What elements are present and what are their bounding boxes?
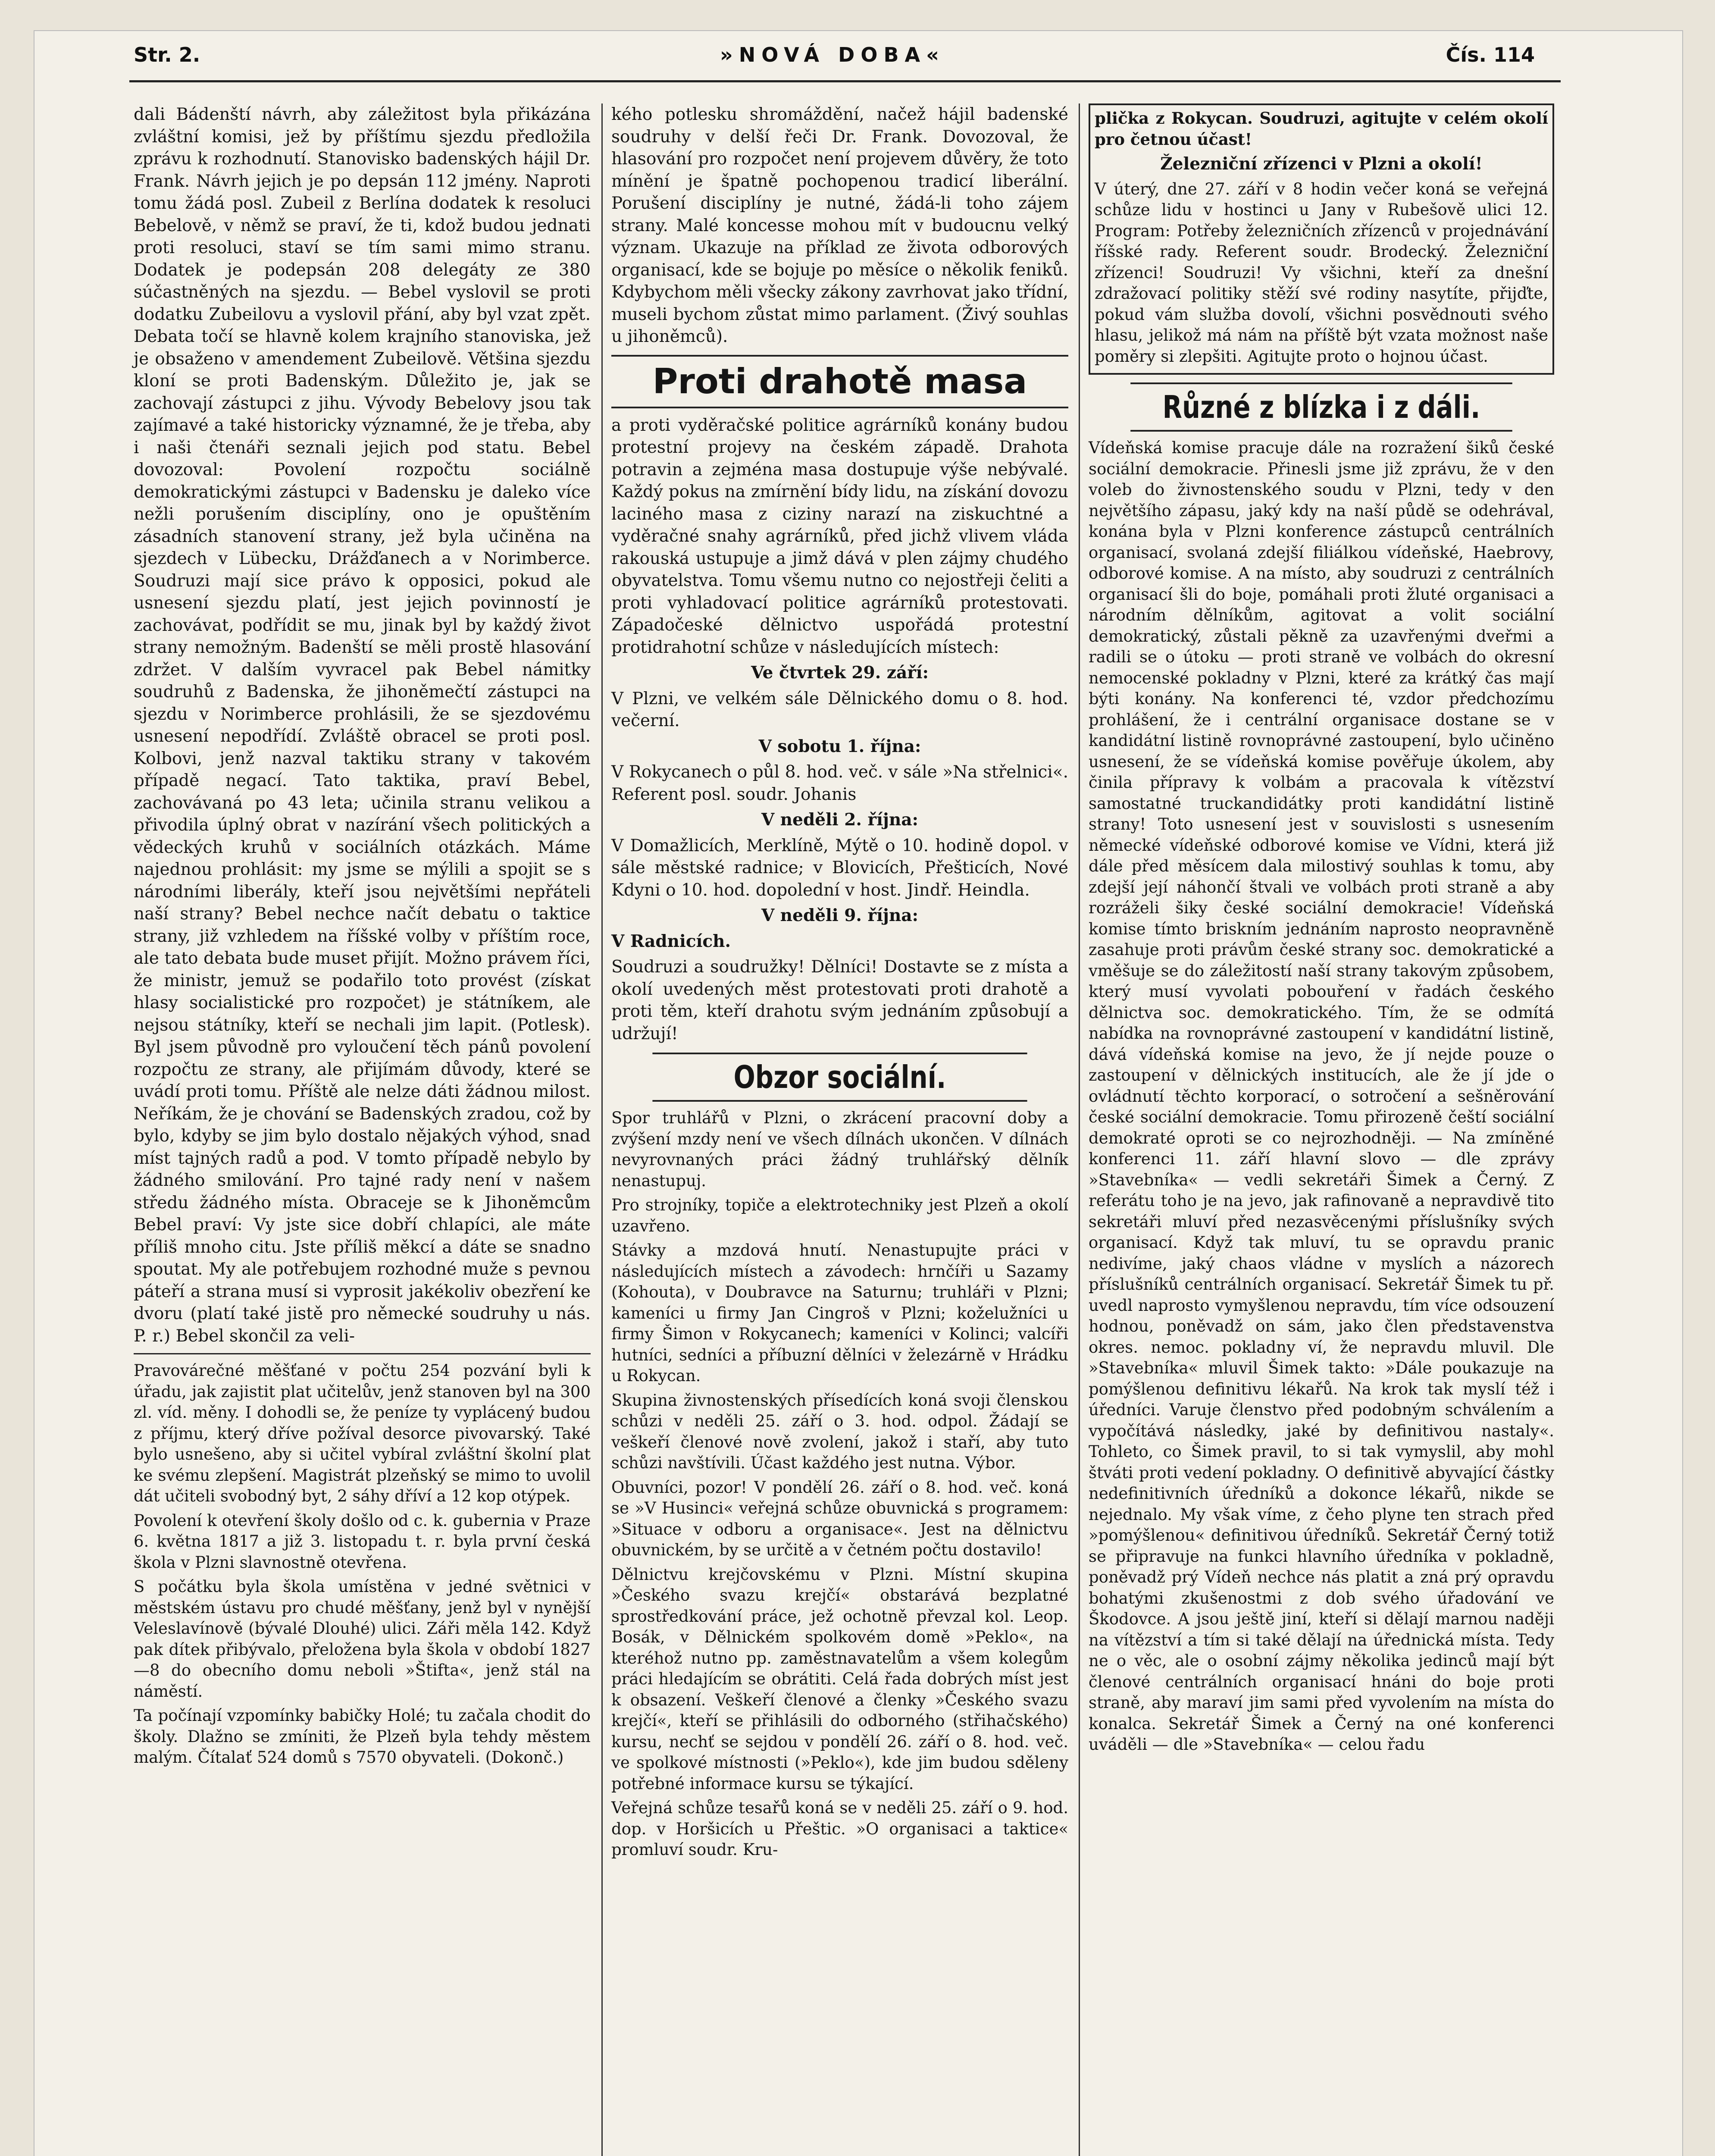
column-3 [1089, 103, 1554, 1759]
meeting-date: V sobotu 1. října: [758, 736, 921, 756]
article-text: Vídeňská komise pracuje dále na rozražení šiků české sociální demokracie. Přinesli jsme již zprávu, že v den voleb do živnostenského soudu v Plzni, tedy v den největšího zápasu, jaký kdy na naší půdě se odehrával, konána byla v Plzni konference zástupců centrálních organisací, svolaná zdejší filiálkou vídeňské, Haebrovy, odborové komise. A na místo, aby soudruzi z centrálních organisací šli do boje, pomáhali proti žluté organisaci a národním dělníkům, agitovat a volit sociální demokratický, zůstali pěkně za uzavřenými dveřmi a radili se o útoku — proti straně ve volbách do okresní nemocenské pokladny v Plzni, které za krátký čas mají býti konány. Na konferenci té, vzdor předchozímu prohlášení, že i centrální organisace dostane se v kandidátní listině rovnoprávné zastoupení, bylo učiněno usnesení, že se vídeňská komise pověřuje úkolem, aby činila přípravy k volbám a pracovala k vítězství samostatné truckandidátky proti kandidátní listině strany! Toto usnesení jest v souvislosti s usnesením německé vídeňské odborové komise ve Vídni, která již dále před měsícem dala milostivý souhlas k tomu, aby zdejší její náhončí štvali ve volbách proti straně a aby rozráželi šiky české sociální demokracie! Vídeňská komise tímto briskním jednáním naprosto neopravněně zasahuje proti právům české strany soc. demokratické a vměšuje se do záležitostí naší strany takovým způsobem, který musí vyvolati pobouření v řadách českého dělnictva soc. demokratického. Tím, že se odmítá nabídka na rovnoprávné zastoupení v kandidátní listině, dává vídeňská komise na jevo, že jí nejde pouze o zastoupení v dělnických institucích, ale že jí jde o ovládnutí těchto korporací, o sotročení a sešněrování české sociální demokracie. Tomu přirozeně čeští sociální demokraté oproti se co nejrozhodněji. — Na zmíněné konferenci 11. září hlavní slovo — dle zprávy »Stavebníka« — vedli sekretáři Šimek a Černý. Z referátu toho je na jevo, jak rafinovaně a nepravdivě tito sekretáři mluví před nezasvěcenými příslušníky svých organisací. Když tak mluví, tu se opravdu pranic nedivíme, jaký chaos vládne v myslích a názorech příslušníků centrálních organisací. Sekretář Šimek tu př. uvedl naprosto vymyšlenou nepravdu, tím více odsouzení hodnou, poněvadž on sám, jako člen představenstva okres. nemoc. pokladny ví, že nepravdu mluvil. Dle »Stavebníka« mluvil Šimek takto: »Dále poukazuje na pomýšlenou definitivu lékařů. Na krok tak myslí též i úředníci. Varuje členstvo před podobným schválením a vypočítává následky, jaké by definitivou nastaly«. Tohleto, co Šimek pravil, to si tak vymyslil, aby mohl štváti proti vedení pokladny. O definitivě abyvající částky nedefinitivních úředníků a dokonce lékařů, nikde se nejednalo. My však víme, z čeho plyne ten strach před »pomýšlenou« definitivou úředníků. Sekretář Černý totiž se připravuje na funkci hlavního úředníka v pokladně, poněvadž prý Vídeň nechce nás platit a zná prý opravdu bohatými zkušenostmi z dob svého úřadování ve Škodovce. A jsou ještě jiní, kteří si dělají marnou naději na vítězství a tím si také dělají na úřednická místa. Tedy ne o věc, ale o osobní zájmy několika jedinců mají být členové centrálních organisací hnáni do boje proti straně, aby maraví jim sami před vyvolením na místa do konalca. Sekretář Šimek a Černý na oné konferenci uváděli — dle »Stavebníka« — celou řadu [1089, 439, 1554, 1754]
notice: Veřejná schůze tesařů koná se v neděli 25. září o 9. hod. dop. v Horšicích u Přeštic. »O organisaci a taktice« promluví soudr. Kru- [611, 1799, 1068, 1859]
article-text: Ta počínají vzpomínky babičky Holé; tu začala chodit do školy. Dlažno se zmíniti, že Plzeň byla tehdy městem malým. Čítalať 524 domů s 7570 obyvateli. (Dokonč.) [134, 1706, 591, 1767]
newspaper-title: »NOVÁ DOBA« [720, 43, 945, 66]
article-text: a proti vyděračské politice agrárníků konány budou protestní projevy na českém západě. Drahota potravin a zejména masa dostupuje výše nebývalé. Každý pokus na zmírnění bídy lidu, na získání dovozu laciného masa z ciziny narazí na ziskuchtné a vyděračné snahy agrárníků, před jichž vlivem vláda rakouská ustupuje a jimž dává v plen zájmy chudého obyvatelstva. Tomu všemu nutno co nejostřeji čeliti a proti vyhladovací politice agrárníků protestovati. Západočeské dělnictvo uspořádá protestní protidrahotní schůze v následujících místech: [611, 415, 1068, 657]
meeting-date: V neděli 9. října: [761, 906, 919, 925]
divider [134, 1353, 591, 1354]
notice: Spor truhlářů v Plzni, o zkrácení pracovní doby a zvýšení mzdy není ve všech dílnách ukončen. V dílnách nevyrovnaných práci žádný truhlářský dělník nenastupuj. [611, 1109, 1068, 1190]
header-rule [129, 80, 1561, 82]
meeting-text: V Domažlicích, Merklíně, Mýtě o 10. hodině dopol. v sále městské radnice; v Blovicích, Přešticích, Nové Kdyni o 10. hod. dopolední v host. Jindř. Heindla. [611, 836, 1068, 900]
article-text: V úterý, dne 27. září v 8 hodin večer koná se veřejná schůze lidu v hostinci u Jany v Rubešově ulici 12. Program: Potřeby železničních zřízenců v projednávání říšské rady. Referent soudr. Brodecký. Železniční zřízenci! Soudruzi! Vy všichni, kteří za dnešní zdražovací politiky stěží své rodiny nasytíte, přijďte, pokud vám služba dovolí, všichni posvědnouti svého hlasu, jelikož má nám na příště být vzata možnost naše poměry si zlepšiti. Agitujte proto o hojnou účast. [1095, 179, 1548, 366]
continued-note: (Dokonč.) [485, 1748, 564, 1767]
article-text: S počátku byla škola umístěna v jedné světnici v městském ústavu pro chudé měšťany, jenž byl v nynější Veleslavínově (bývalé Dlouhé) ulici. Záři měla 142. Když pak dítek přibývalo, přeložena byla škola v období 1827—8 do obecního domu neboli »Štifta«, jenž stál na náměstí. [134, 1577, 591, 1701]
section-heading: Obzor sociální. [652, 1053, 1027, 1102]
notice: Stávky a mzdová hnutí. Nenastupujte práci v následujících místech a závodech: hrnčíři u Sazamy (Kohouta), v Doubravce na Saturnu; truhláři v Plzni; kameníci u firmy Jan Cingroš v Plzni; koželužníci u firmy Šimon v Rokycanech; kameníci v Kolinci; valcíři hutníci, sedníci a příbuzní dělníci v železárně v Hrádku u Rokycan. [611, 1241, 1068, 1385]
article-text: kého potlesku shromáždění, načež hájil badenské soudruhy v delší řeči Dr. Frank. Dovozoval, že hlasování pro rozpočet není projevem důvěry, že toto mínění je špatně pochopenou tradicí liberální. Porušení disciplíny je nutné, žádá-li toho zájem strany. Malé koncesse mohou mít v budoucnu velký význam. Ukazuje na příklad ze života odborových organisací, kde se bojuje po měsíce o několik feniků. Kdybychom měli všecky zákony zavrhovat jako třídní, museli bychom zůstat mimo parlament. (Živý souhlas u jihoněmců). [611, 105, 1068, 346]
column-divider [1079, 103, 1080, 2156]
notice: Obuvníci, pozor! V pondělí 26. září o 8. hod. več. koná se »V Husinci« veřejná schůze obuvnická s programem: »Situace v odboru a organisace«. Jest na dělnictvu obuvnickém, by se určitě a v četném počtu dostavilo! [611, 1478, 1068, 1559]
section-heading: Různé z blízka i z dáli. [1130, 382, 1512, 432]
meeting-text: V Radnicích. [611, 931, 731, 951]
article-text: plička z Rokycan. Soudruzi, agitujte v celém okolí pro četnou účast! [1095, 109, 1548, 149]
article-text: Povolení k otevření školy došlo od c. k. gubernia v Praze 6. května 1817 a již 3. listopadu t. r. byla první česká škola v Plzni slavnostně otevřena. [134, 1511, 591, 1572]
column-divider [601, 103, 603, 2156]
article-text: dali Bádenští návrh, aby záležitost byla přikázána zvláštní komisi, jež by příštímu sjezdu předložila zprávu k rozhodnutí. Stanovisko badenských hájil Dr. Frank. Návrh jejich je po depsán 112 jmény. Naproti tomu žádá posl. Zubeil z Berlína dodatek k resoluci Bebelově, v němž se praví, že ti, kdož budou jednati proti resoluci, staví se tím sami mimo stranu. Dodatek je podepsán 208 delegáty ze 380 súčastněných na sjezdu. — Bebel vyslovil se proti dodatku Zubeilovu a vyslovil přání, aby byl vzat zpět. Debata točí se hlavně kolem krajního stanoviska, jež je obsaženo v amendement Zubeilově. Většina sjezdu kloní se proti Badenským. Důležito je, jak se zachovají zástupci z jihu. Vývody Bebelovy jsou tak zajímavé a také historicky významné, že je třeba, aby i naši čtenáři seznali jejich pod statu. Bebel dovozoval: Povolení rozpočtu sociálně demokratickými zástupci v Badensku je daleko více nežli porušením disciplíny, ono je opuštěním zásadních stanovení strany, jež byla učiněna na sjezdech v Lübecku, Drážďanech a v Norimberce. Soudruzi mají sice právo k opposici, pokud ale usnesení sjezdu platí, jest jejich povinností je zachovávat, podřídit se mu, jinak byl by každý život strany nemožným. Badenští se měli prostě hlasování zdržet. V dalším vyvracel pak Bebel námitky soudruhů z Badenska, že jihoněmečtí zástupci na sjezdu v Norimberce prohlásili, že se sjezdovému usnesení nepodřídí. Zvláště obracel se proti posl. Kolbovi, jenž nazval taktiku strany v takovém případě negací. Tato taktika, praví Bebel, zachovávaná po 43 leta; učinila stranu velikou a přivodila úplný obrat v nazírání všech politických a vědeckých kruhů v sociálních otázkách. Máme najednou prohlásit: my jsme se mýlili a spojit se s národními liberály, kteří jsou největšími nepřáteli naší strany? Bebel nechce načít debatu o taktice strany, již vzhledem na říšské volby v příštím roce, ale tato debata bude muset přijít. Možno právem říci, že ministr, jemuž se podařilo toto provést (získat hlasy socialistické pro rozpočet) je státníkem, ale nejsou státníky, kteří se nechali jim lapit. (Potlesk). Byl jsem původně pro vyloučení těch pánů povolení rozpočtu ze strany, ale přijímám důvody, které se uvádí proti tomu. Příště ale nelze dáti žádnou milost. Neříkám, že je chování se Badenských zradou, což by bylo, kdyby se jim bylo dostalo nějakých výhod, snad míst tajných radů a pod. V tomto případě nebylo by žádného smilování. Pro tajné rady není v našem středu žádného místa. Obraceje se k Jihoněmcům Bebel praví: Vy jste sice dobří chlapíci, ale máte příliš mnoho citu. Jste příliš měkcí a dáte se snadno spoutat. My ale potřebujem rozhodné muže s pevnou páteří a strana musí si vyprosit jakékoliv obezření ke dvoru (platí také jistě pro německé soudruhy u nás. P. r.) Bebel skončil za veli- [134, 105, 591, 1346]
notice: Skupina živnostenských přísedících koná svoji členskou schůzi v neděli 25. září o 3. hod. odpol. Žádají se veškeří členové nově zvolení, jakož i staří, aby tuto schůzi navštívili. Účast každého jest nutna. Výbor. [611, 1391, 1068, 1472]
meeting-date: Ve čtvrtek 29. září: [751, 663, 929, 683]
column-2 [611, 103, 1068, 1864]
article-text: Pravovárečné měšťané v počtu 254 pozvání byli k úřadu, jak zajistit plat učitelův, jenž stanoven byl na 300 zl. víd. měny. I dohodli se, že peníze ty vyplácený budou z příjmu, který dříve požíval desorce pivovarský. Také bylo usnešeno, aby si učitel vybíral zvláštní školní plat ke svému zlepšení. Magistrát plzeňský se mimo to uvolil dát učiteli svobodný byt, 2 sáhy dříví a 12 kop otýpek. [134, 1361, 591, 1505]
notice: Pro strojníky, topiče a elektrotechniky jest Plzeň a okolí uzavřeno. [611, 1196, 1068, 1235]
meeting-date: V neděli 2. října: [761, 810, 919, 830]
page-header [108, 39, 1543, 73]
column-1 [134, 103, 591, 1772]
headline: Proti drahotě masa [611, 355, 1068, 408]
meeting-text: V Plzni, ve velkém sále Dělnického domu o 8. hod. večerní. [611, 689, 1068, 730]
announcement-box [1089, 103, 1554, 375]
meeting-text: V Rokycanech o půl 8. hod. več. v sále »Na střelnici«. Referent posl. soudr. Johanis [611, 762, 1068, 804]
article-text: Soudruzi a soudružky! Dělníci! Dostavte se z místa a okolí uvedených měst protestovati proti drahotě a proti těm, kteří drahotu svým jednáním způsobují a udržují! [611, 957, 1068, 1044]
issue-number: Čís. 114 [1446, 43, 1535, 66]
announcement-heading: Železniční zřízenci v Plzni a okolí! [1160, 154, 1483, 174]
page-number: Str. 2. [134, 43, 200, 66]
notice: Dělnictvu krejčovskému v Plzni. Místní skupina »Českého svazu krejčí« obstarává bezplatné sprostředkování práce, jež ochotně převzal kol. Leop. Bosák, v Dělnickém spolkovém domě »Peklo«, na kteréhož nutno pp. zaměstnavatelům a všem kolegům práci hledajícím se obrátiti. Celá řada dobrých míst jest k obsazení. Veškeří členové a členky »Českého svazu krejčí«, kteří se přihlásili do odborného (střihačského) kursu, nechť se sejdou v pondělí 26. září o 8. hod. več. ve spolkové místnosti (»Peklo«), kde jim budou sděleny potřebné informace kursu se týkající. [611, 1565, 1068, 1793]
